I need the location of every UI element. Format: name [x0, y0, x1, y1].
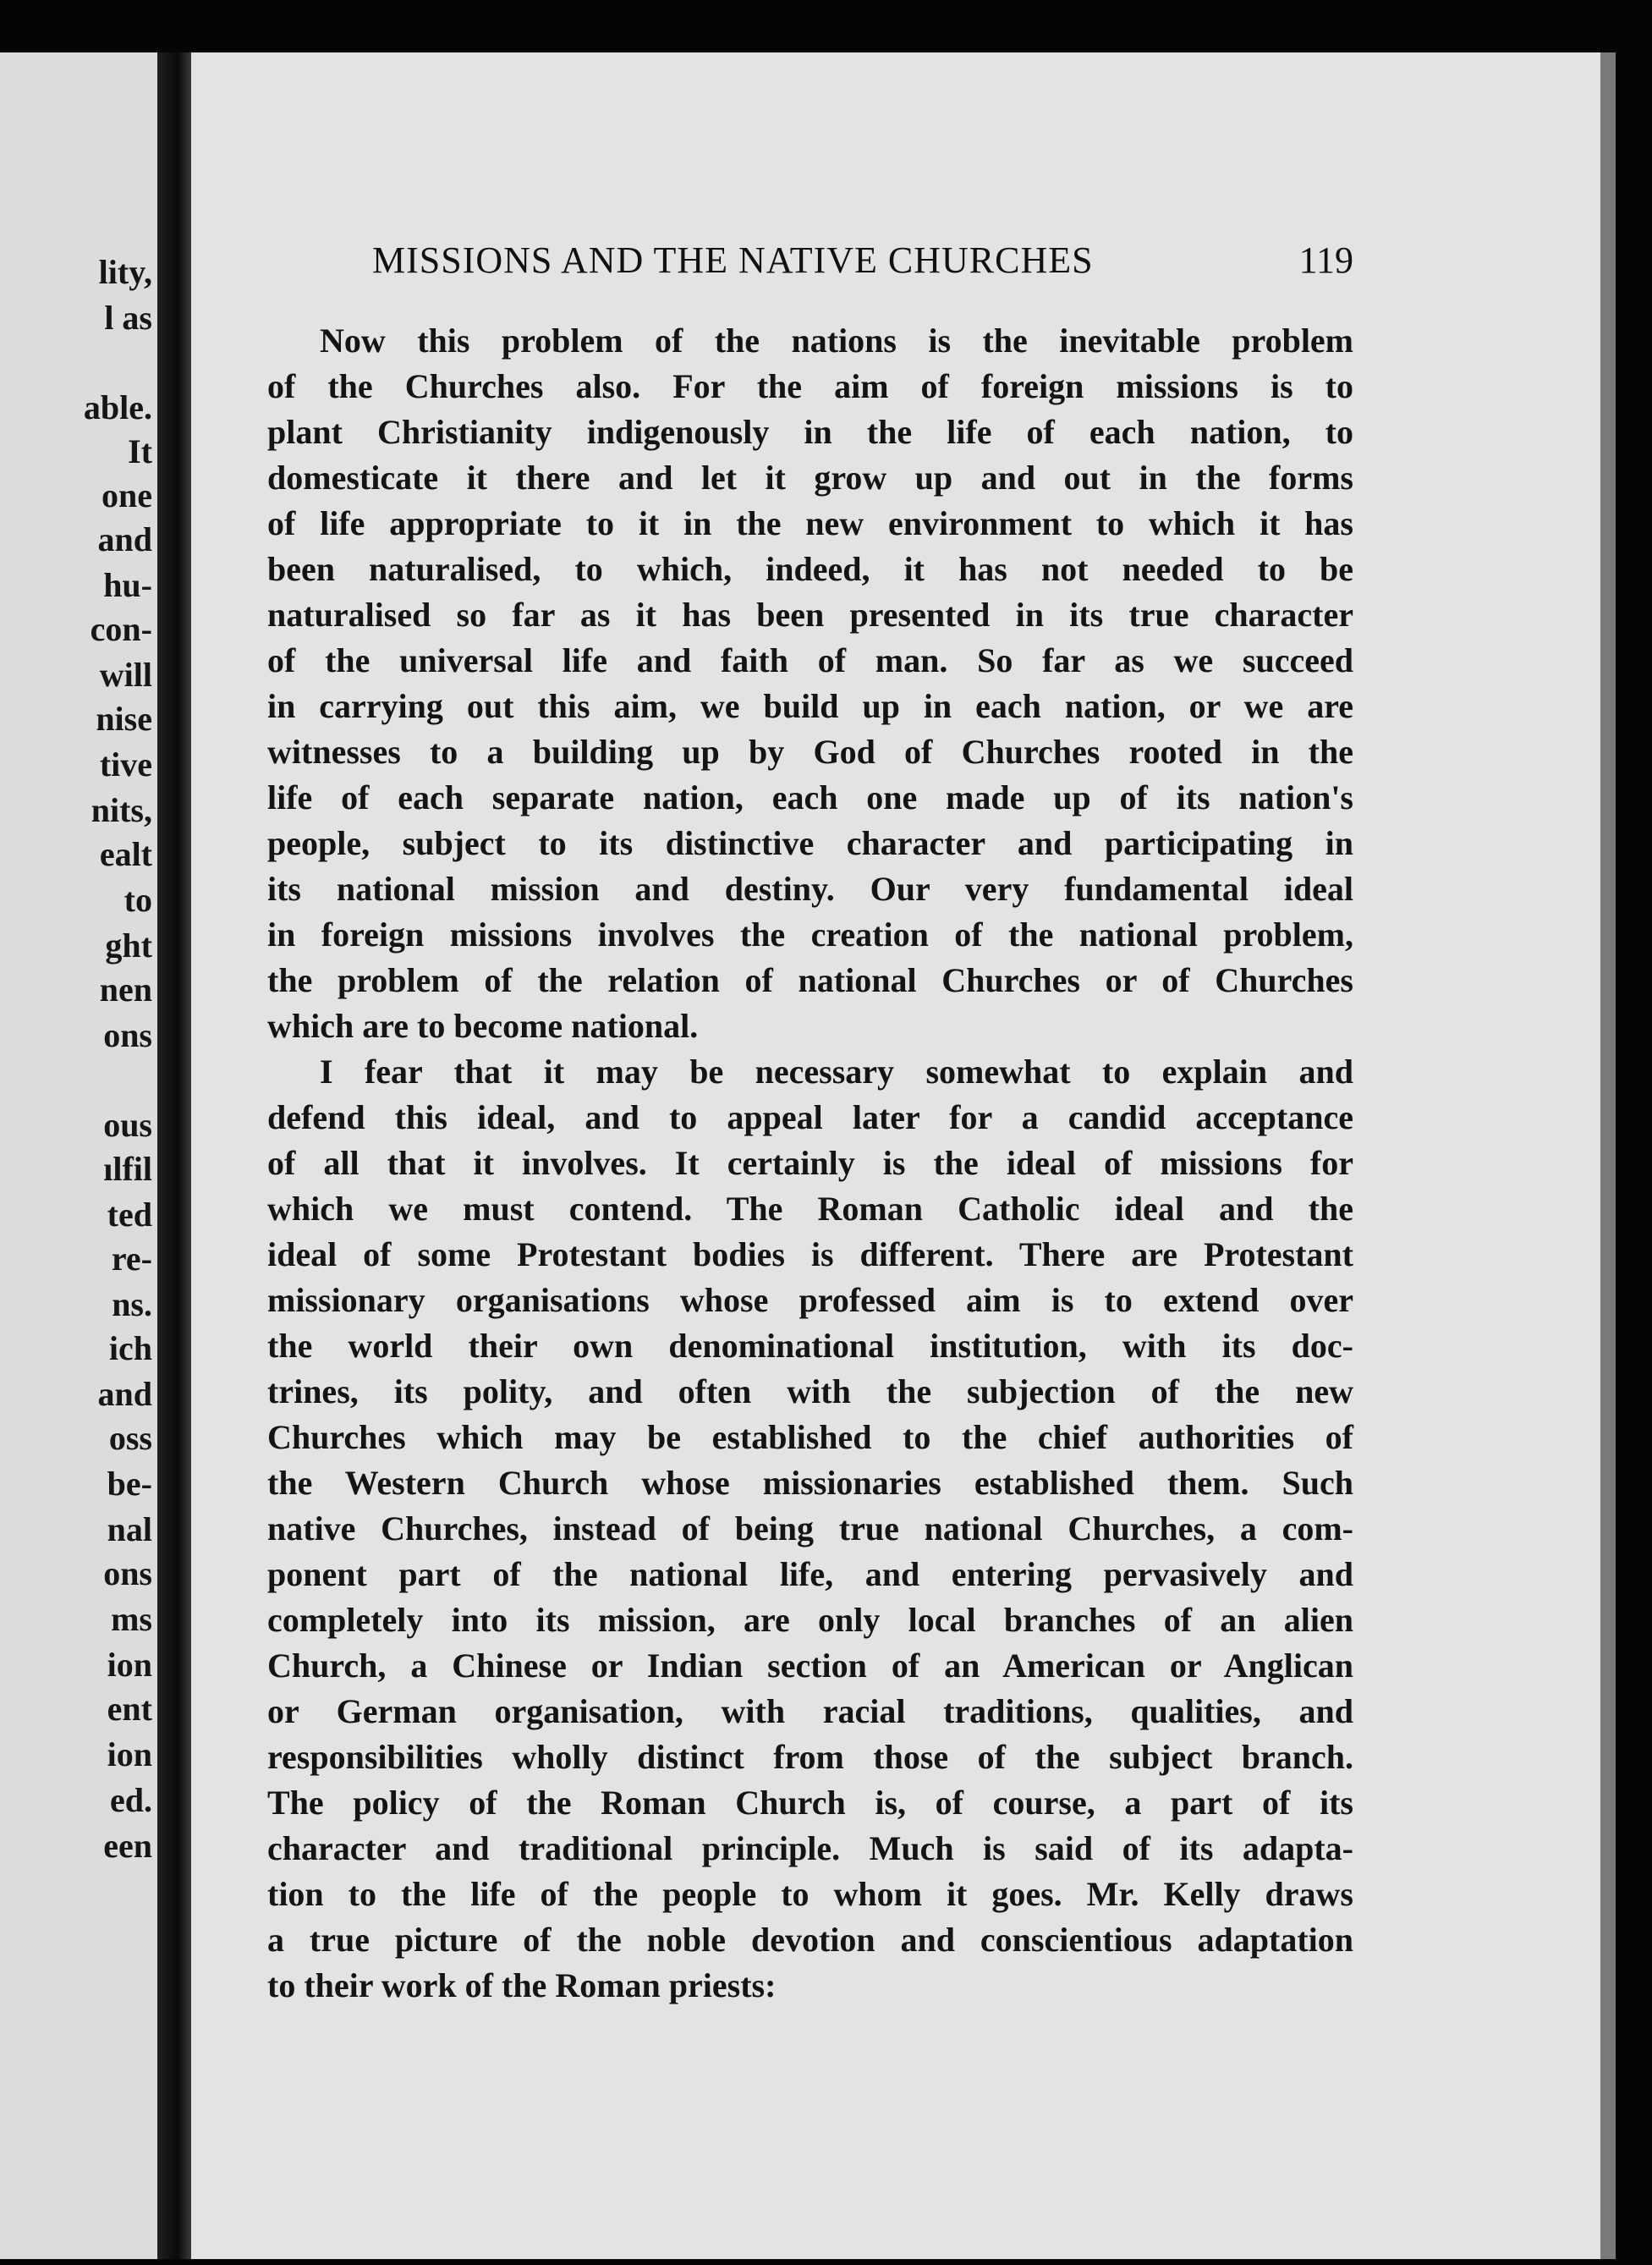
body-line: the Western Church whose missionaries established them. Such: [267, 1464, 1353, 1502]
left-page-fragment: oss: [108, 1419, 152, 1457]
body-line: character and traditional principle. Much is said of its adapta-: [267, 1829, 1353, 1867]
body-line: in foreign missions involves the creation of the national problem,: [267, 915, 1353, 954]
body-line: trines, its polity, and often with the subjection of the new: [267, 1372, 1353, 1410]
left-page-fragment: one: [102, 476, 152, 514]
left-page-fragment: ent: [107, 1690, 152, 1728]
body-line: Churches which may be established to the chief authorities of: [267, 1418, 1353, 1456]
body-line: The policy of the Roman Church is, of course, a part of its: [267, 1784, 1353, 1822]
left-page-fragment: nen: [99, 970, 152, 1009]
left-page-fragment: ed.: [110, 1781, 152, 1819]
body-line: the world their own denominational institution, with its doc-: [267, 1327, 1353, 1365]
body-line: a true picture of the noble devotion and conscientious adaptation: [267, 1921, 1353, 1959]
body-line: its national mission and destiny. Our very fundamental ideal: [267, 870, 1353, 908]
body-line: defend this ideal, and to appeal later for a candid acceptance: [267, 1098, 1353, 1136]
body-line: of all that it involves. It certainly is the ideal of missions for: [267, 1144, 1353, 1182]
left-page-fragment: lity,: [98, 253, 152, 291]
body-line: Now this problem of the nations is the inevitable problem: [320, 322, 1353, 360]
left-page-fragment: ich: [108, 1329, 152, 1367]
body-line: which we must contend. The Roman Catholic ideal and the: [267, 1190, 1353, 1228]
left-page-fragment: con-: [90, 610, 152, 648]
page-edge: [1600, 52, 1616, 2259]
left-page-fragment: hu-: [103, 566, 152, 604]
left-page-fragment: and: [97, 1375, 152, 1413]
body-line: I fear that it may be necessary somewhat to explain and: [320, 1053, 1353, 1091]
body-line: witnesses to a building up by God of Churches rooted in the: [267, 733, 1353, 771]
running-head: MISSIONS AND THE NATIVE CHURCHES: [372, 239, 1094, 281]
body-line: native Churches, instead of being true national Churches, a com-: [267, 1509, 1353, 1548]
body-line: which are to become national.: [267, 1007, 699, 1045]
body-line: in carrying out this aim, we build up in each nation, or we are: [267, 687, 1353, 725]
left-page-fragment: to: [123, 881, 152, 919]
left-page-fragment: ion: [107, 1735, 152, 1773]
body-line: ideal of some Protestant bodies is different. There are Protestant: [267, 1235, 1353, 1273]
page-number: 119: [1298, 239, 1353, 281]
left-page-fragment: een: [103, 1827, 152, 1865]
left-page-fragment: ght: [105, 926, 152, 965]
body-line: naturalised so far as it has been presented in its true character: [267, 596, 1353, 634]
left-page-fragment: nits,: [91, 791, 152, 829]
left-page-fragment: tive: [99, 745, 152, 783]
left-page-fragment: ealt: [99, 835, 152, 873]
left-page-fragment: ms: [111, 1600, 152, 1638]
left-page-fragment: ons: [103, 1554, 152, 1592]
left-page-fragment: It: [128, 432, 152, 470]
body-line: ponent part of the national life, and entering pervasively and: [267, 1555, 1353, 1593]
body-line: the problem of the relation of national Churches or of Churches: [267, 961, 1353, 999]
left-page-fragment: re-: [111, 1240, 152, 1278]
body-line: plant Christianity indigenously in the life of each nation, to: [267, 413, 1353, 451]
body-line: people, subject to its distinctive character and participating in: [267, 824, 1353, 862]
page-header: [372, 239, 1353, 286]
body-line: tion to the life of the people to whom it goes. Mr. Kelly draws: [267, 1875, 1353, 1913]
left-page-fragment: be-: [107, 1465, 152, 1503]
body-line: to their work of the Roman priests:: [267, 1966, 777, 2004]
body-line: completely into its mission, are only local branches of an alien: [267, 1601, 1353, 1639]
body-line: or German organisation, with racial traditions, qualities, and: [267, 1692, 1353, 1730]
body-line: responsibilities wholly distinct from those of the subject branch.: [267, 1738, 1353, 1776]
left-page-fragment: and: [97, 520, 152, 558]
book-gutter: [157, 52, 191, 2259]
left-page-fragment: will: [99, 656, 152, 694]
left-page-fragment: ous: [103, 1106, 152, 1144]
left-page-fragment: nal: [107, 1510, 152, 1548]
left-page: [0, 52, 157, 2259]
body-line: Church, a Chinese or Indian section of an American or Anglican: [267, 1647, 1353, 1685]
left-page-fragment: nise: [96, 700, 152, 738]
body-line: of life appropriate to it in the new environment to which it has: [267, 504, 1353, 542]
body-line: of the Churches also. For the aim of foreign missions is to: [267, 367, 1353, 405]
body-line: life of each separate nation, each one made up of its nation's: [267, 778, 1353, 816]
left-page-fragment: ılfil: [103, 1150, 152, 1188]
body-line: of the universal life and faith of man. So far as we succeed: [267, 641, 1353, 679]
body-line: domesticate it there and let it grow up and out in the forms: [267, 459, 1353, 497]
left-page-fragment: ons: [103, 1016, 152, 1054]
body-line: missionary organisations whose professed aim is to extend over: [267, 1281, 1353, 1319]
left-page-fragment: ns.: [112, 1285, 152, 1323]
left-page-fragment: l as: [104, 299, 152, 337]
body-line: been naturalised, to which, indeed, it has not needed to be: [267, 550, 1353, 588]
left-page-fragment: ion: [107, 1646, 152, 1684]
left-page-fragment: ted: [107, 1196, 152, 1234]
left-page-fragment: able.: [83, 388, 152, 426]
